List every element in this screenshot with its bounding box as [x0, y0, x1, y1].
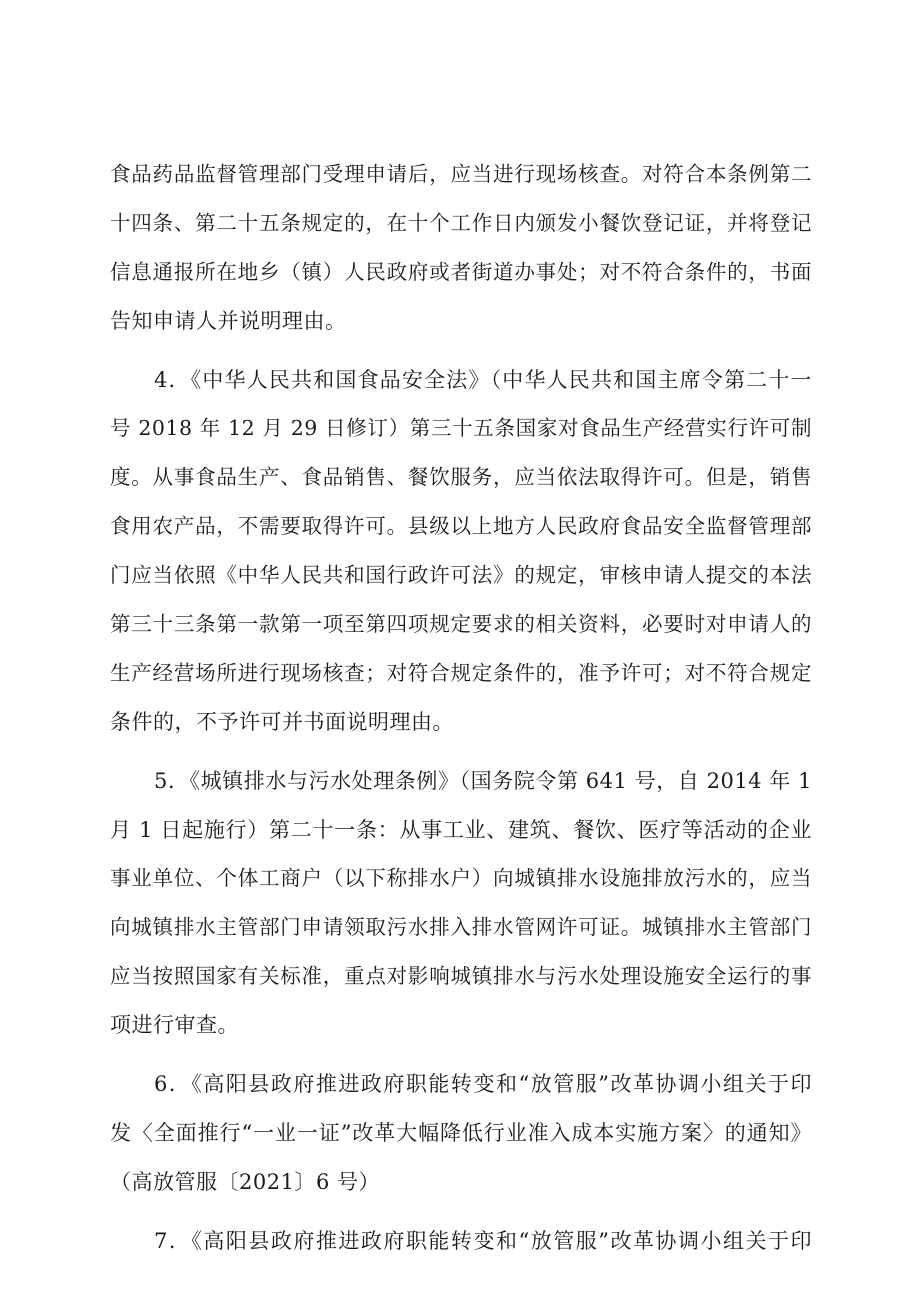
- text-line: 门应当依照《中华人民共和国行政许可法》的规定，审核申请人提交的本法: [110, 563, 812, 588]
- text-line: 6．《高阳县政府推进政府职能转变和“放管服”改革协调小组关于印: [154, 1072, 812, 1097]
- text-line: 告知申请人并说明理由。: [110, 308, 347, 333]
- text-line: 项进行审查。: [110, 1013, 239, 1038]
- text-line: 食品药品监督管理部门受理申请后，应当进行现场核查。对符合本条例第二: [110, 162, 812, 186]
- paragraph-item-6: [110, 1060, 812, 1207]
- text-line: 度。从事食品生产、食品销售、餐饮服务，应当依法取得许可。但是，销售: [110, 465, 812, 490]
- document-body: [110, 150, 812, 1266]
- text-line: 5．《城镇排水与污水处理条例》（国务院令第 641 号，自 2014 年 1: [154, 768, 812, 793]
- text-line: 事业单位、个体工商户（以下称排水户）向城镇排水设施排放污水的，应当: [110, 866, 812, 891]
- paragraph-item-7: [110, 1217, 812, 1266]
- text-line: 生产经营场所进行现场核查；对符合规定条件的，准予许可；对不符合规定: [110, 660, 812, 685]
- text-line: 4．《中华人民共和国食品安全法》（中华人民共和国主席令第二十一: [154, 367, 812, 392]
- text-line: 7．《高阳县政府推进政府职能转变和“放管服”改革协调小组关于印: [154, 1228, 812, 1253]
- text-line: 发〈全面推行“一业一证”改革大幅降低行业准入成本实施方案〉的通知》: [110, 1120, 812, 1145]
- text-line: 月 1 日起施行）第二十一条：从事工业、建筑、餐饮、医疗等活动的企业: [110, 817, 812, 842]
- text-line: 十四条、第二十五条规定的，在十个工作日内颁发小餐饮登记证，并将登记: [110, 210, 812, 235]
- text-line: 信息通报所在地乡（镇）人民政府或者街道办事处；对不符合条件的，书面: [110, 259, 812, 284]
- text-line: 食用农产品，不需要取得许可。县级以上地方人民政府食品安全监督管理部: [110, 514, 812, 539]
- paragraph-item-4: [110, 356, 812, 747]
- text-line: 条件的，不予许可并书面说明理由。: [110, 709, 454, 734]
- text-line: 向城镇排水主管部门申请领取污水排入排水管网许可证。城镇排水主管部门: [110, 915, 812, 940]
- text-line: 应当按照国家有关标准，重点对影响城镇排水与污水处理设施安全运行的事: [110, 964, 812, 989]
- paragraph-food-registration: [110, 150, 812, 346]
- text-line: （高放管服〔2021〕6 号）: [110, 1169, 380, 1194]
- paragraph-item-5: [110, 757, 812, 1050]
- text-line: 号 2018 年 12 月 29 日修订）第三十五条国家对食品生产经营实行许可制: [110, 416, 812, 441]
- text-line: 第三十三条第一款第一项至第四项规定要求的相关资料，必要时对申请人的: [110, 612, 812, 637]
